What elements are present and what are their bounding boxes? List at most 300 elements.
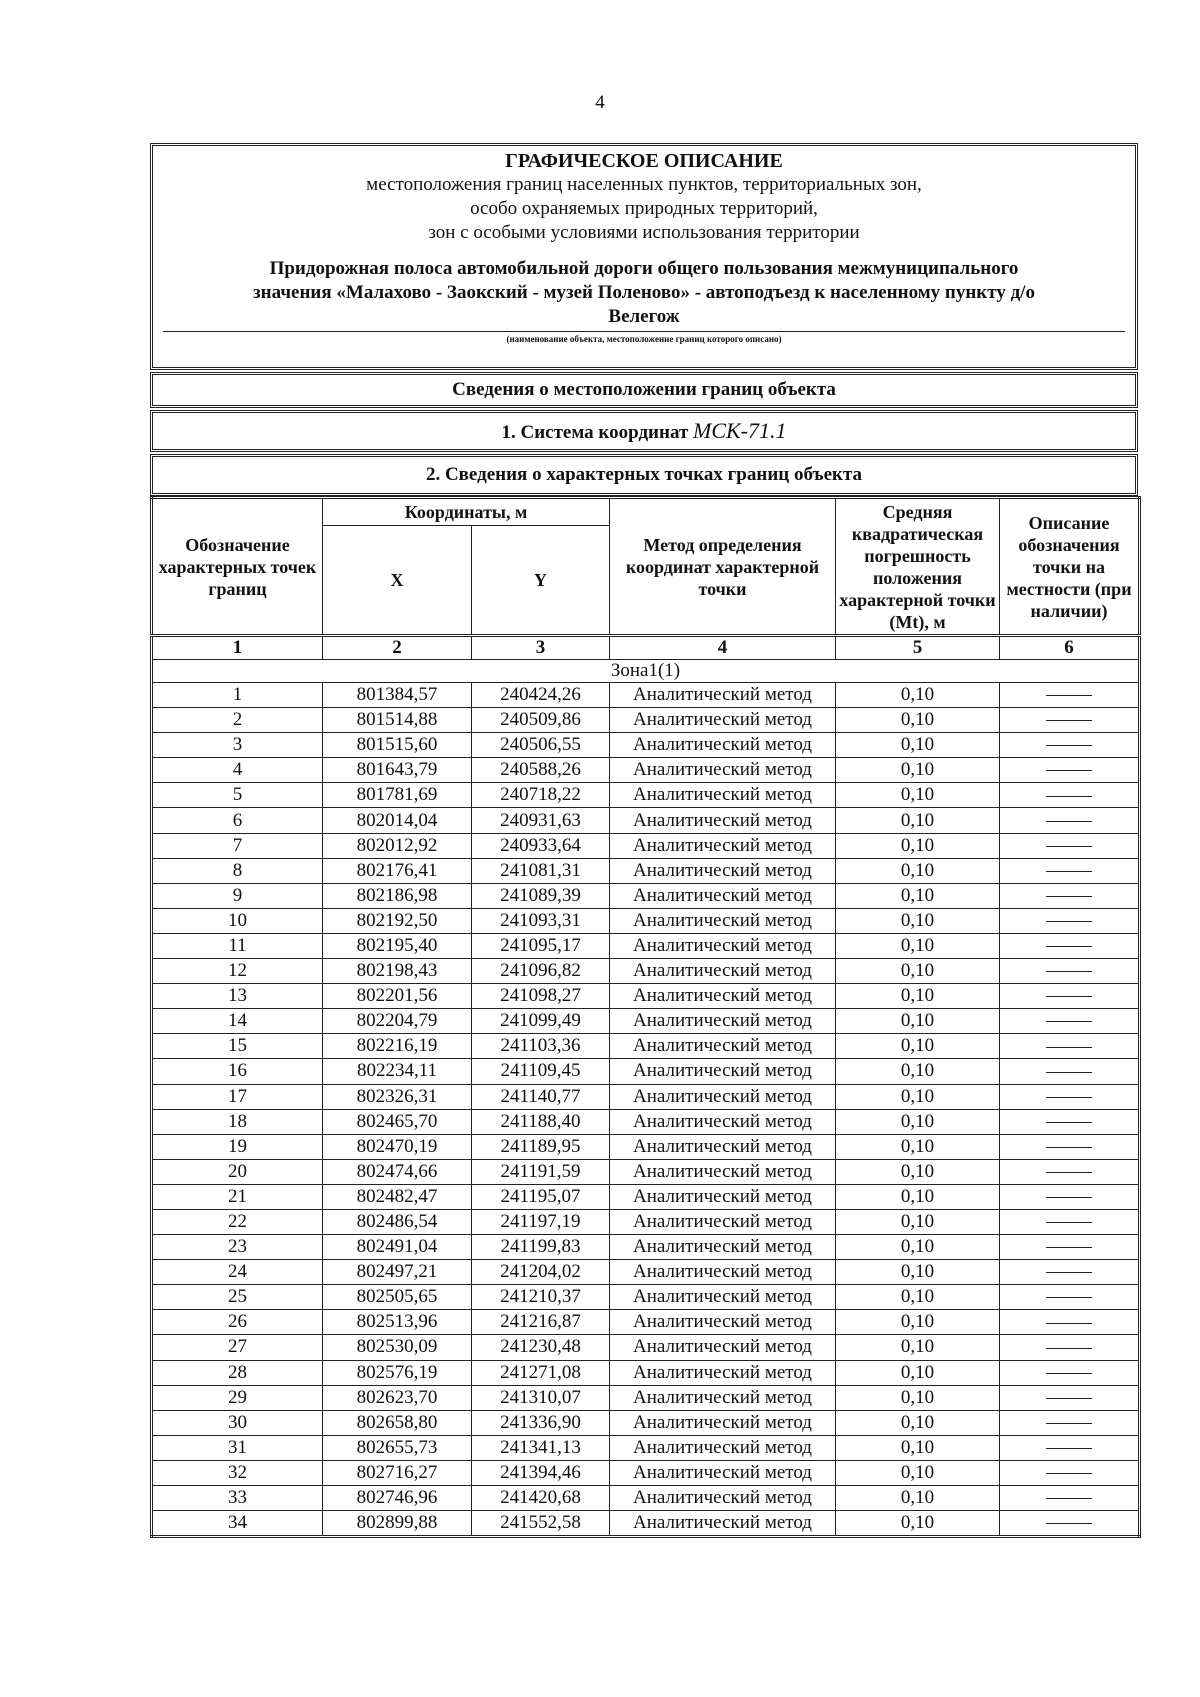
method: Аналитический метод [610, 858, 836, 883]
x-coordinate: 802899,88 [323, 1511, 472, 1537]
description-cell [1000, 959, 1140, 984]
method: Аналитический метод [610, 959, 836, 984]
table-row [152, 1009, 1140, 1034]
method: Аналитический метод [610, 683, 836, 708]
mean-error: 0,10 [836, 959, 1000, 984]
column-number: 1 [152, 636, 323, 660]
description-cell [1000, 733, 1140, 758]
mean-error: 0,10 [836, 1385, 1000, 1410]
title-block [150, 143, 1138, 370]
table-row [152, 733, 1140, 758]
subtitle-line: местоположения границ населенных пунктов, территориальных зон, [366, 174, 922, 195]
y-coordinate: 240588,26 [472, 758, 610, 783]
page-number: 4 [595, 92, 605, 113]
point-number: 30 [152, 1410, 323, 1435]
dash-mark [1046, 946, 1092, 947]
x-coordinate: 802192,50 [323, 908, 472, 933]
y-coordinate: 241341,13 [472, 1435, 610, 1460]
point-number: 1 [152, 683, 323, 708]
y-coordinate: 241199,83 [472, 1235, 610, 1260]
dash-mark [1046, 1222, 1092, 1223]
method: Аналитический метод [610, 1159, 836, 1184]
method: Аналитический метод [610, 1385, 836, 1410]
col-header-coords: Координаты, м [323, 498, 610, 526]
coordinate-system-value: МСК-71.1 [693, 418, 787, 443]
x-coordinate: 802198,43 [323, 959, 472, 984]
x-coordinate: 802234,11 [323, 1059, 472, 1084]
table-row [152, 908, 1140, 933]
object-name-line: Велегож [608, 306, 680, 327]
y-coordinate: 241230,48 [472, 1335, 610, 1360]
x-coordinate: 802658,80 [323, 1410, 472, 1435]
point-number: 29 [152, 1385, 323, 1410]
dash-mark [1046, 1473, 1092, 1474]
method: Аналитический метод [610, 1460, 836, 1485]
table-row [152, 933, 1140, 958]
dash-mark [1046, 1323, 1092, 1324]
mean-error: 0,10 [836, 1059, 1000, 1084]
x-coordinate: 802530,09 [323, 1335, 472, 1360]
col-header-error: Средняя квадратическая погрешность положения характерной точки (Mt), м [836, 498, 1000, 636]
y-coordinate: 241189,95 [472, 1134, 610, 1159]
description-cell [1000, 1310, 1140, 1335]
mean-error: 0,10 [836, 933, 1000, 958]
mean-error: 0,10 [836, 1335, 1000, 1360]
y-coordinate: 241188,40 [472, 1109, 610, 1134]
dash-mark [1046, 1272, 1092, 1273]
x-coordinate: 802486,54 [323, 1209, 472, 1234]
dash-mark [1046, 1373, 1092, 1374]
table-row [152, 883, 1140, 908]
method: Аналитический метод [610, 833, 836, 858]
table-row [152, 1260, 1140, 1285]
description-cell [1000, 808, 1140, 833]
point-number: 6 [152, 808, 323, 833]
method: Аналитический метод [610, 1034, 836, 1059]
point-number: 12 [152, 959, 323, 984]
dash-mark [1046, 1097, 1092, 1098]
dash-mark [1046, 1072, 1092, 1073]
mean-error: 0,10 [836, 1084, 1000, 1109]
object-name-line: значения «Малахово - Заокский - музей Поленово» - автоподъезд к населенному пункту д/о [253, 282, 1035, 303]
y-coordinate: 240424,26 [472, 683, 610, 708]
dash-mark [1046, 971, 1092, 972]
point-number: 32 [152, 1460, 323, 1485]
point-number: 18 [152, 1109, 323, 1134]
table-row [152, 808, 1140, 833]
col-header-point: Обозначение характерных точек границ [152, 498, 323, 636]
method: Аналитический метод [610, 1109, 836, 1134]
description-cell [1000, 1460, 1140, 1485]
mean-error: 0,10 [836, 833, 1000, 858]
point-number: 23 [152, 1235, 323, 1260]
description-cell [1000, 933, 1140, 958]
y-coordinate: 241271,08 [472, 1360, 610, 1385]
x-coordinate: 802491,04 [323, 1235, 472, 1260]
x-coordinate: 802746,96 [323, 1486, 472, 1511]
method: Аналитический метод [610, 1134, 836, 1159]
col-header-description: Описание обозначения точки на местности (при наличии) [1000, 498, 1140, 636]
object-caption: (наименование объекта, местоположение границ которого описано) [506, 334, 782, 344]
point-number: 11 [152, 933, 323, 958]
y-coordinate: 241103,36 [472, 1034, 610, 1059]
y-coordinate: 241095,17 [472, 933, 610, 958]
dash-mark [1046, 1448, 1092, 1449]
y-coordinate: 240506,55 [472, 733, 610, 758]
x-coordinate: 802014,04 [323, 808, 472, 833]
description-cell [1000, 1184, 1140, 1209]
description-cell [1000, 1159, 1140, 1184]
description-cell [1000, 758, 1140, 783]
y-coordinate: 241552,58 [472, 1511, 610, 1537]
dash-mark [1046, 1348, 1092, 1349]
x-coordinate: 801515,60 [323, 733, 472, 758]
mean-error: 0,10 [836, 1285, 1000, 1310]
description-cell [1000, 1084, 1140, 1109]
description-cell [1000, 1360, 1140, 1385]
method: Аналитический метод [610, 1410, 836, 1435]
y-coordinate: 241191,59 [472, 1159, 610, 1184]
method: Аналитический метод [610, 933, 836, 958]
y-coordinate: 241195,07 [472, 1184, 610, 1209]
method: Аналитический метод [610, 1260, 836, 1285]
underline [163, 331, 1125, 332]
mean-error: 0,10 [836, 1009, 1000, 1034]
table-row [152, 1486, 1140, 1511]
y-coordinate: 241216,87 [472, 1310, 610, 1335]
description-cell [1000, 1486, 1140, 1511]
mean-error: 0,10 [836, 1410, 1000, 1435]
method: Аналитический метод [610, 1335, 836, 1360]
y-coordinate: 240509,86 [472, 708, 610, 733]
point-number: 21 [152, 1184, 323, 1209]
points-table [150, 496, 1141, 1538]
table-row [152, 708, 1140, 733]
description-cell [1000, 984, 1140, 1009]
dash-mark [1046, 720, 1092, 721]
x-coordinate: 802201,56 [323, 984, 472, 1009]
description-cell [1000, 683, 1140, 708]
coordinate-system-label: 1. Система координат [501, 422, 689, 443]
method: Аналитический метод [610, 1059, 836, 1084]
description-cell [1000, 1285, 1140, 1310]
method: Аналитический метод [610, 984, 836, 1009]
table-row [152, 1209, 1140, 1234]
point-number: 19 [152, 1134, 323, 1159]
dash-mark [1046, 1197, 1092, 1198]
zone-row [152, 660, 1140, 683]
dash-mark [1046, 1247, 1092, 1248]
mean-error: 0,10 [836, 1435, 1000, 1460]
point-number: 16 [152, 1059, 323, 1084]
point-number: 8 [152, 858, 323, 883]
table-row [152, 1235, 1140, 1260]
description-cell [1000, 1511, 1140, 1537]
mean-error: 0,10 [836, 883, 1000, 908]
description-cell [1000, 908, 1140, 933]
description-cell [1000, 783, 1140, 808]
x-coordinate: 802513,96 [323, 1310, 472, 1335]
y-coordinate: 241336,90 [472, 1410, 610, 1435]
dash-mark [1046, 1297, 1092, 1298]
subtitle-line: особо охраняемых природных территорий, [470, 198, 818, 219]
table-row [152, 1335, 1140, 1360]
mean-error: 0,10 [836, 1184, 1000, 1209]
point-number: 24 [152, 1260, 323, 1285]
point-number: 27 [152, 1335, 323, 1360]
point-number: 5 [152, 783, 323, 808]
table-row [152, 984, 1140, 1009]
mean-error: 0,10 [836, 808, 1000, 833]
mean-error: 0,10 [836, 758, 1000, 783]
point-number: 4 [152, 758, 323, 783]
section-coordinate-system [150, 410, 1138, 452]
method: Аналитический метод [610, 883, 836, 908]
y-coordinate: 241210,37 [472, 1285, 610, 1310]
x-coordinate: 802216,19 [323, 1034, 472, 1059]
table-row [152, 1109, 1140, 1134]
y-coordinate: 241081,31 [472, 858, 610, 883]
y-coordinate: 241089,39 [472, 883, 610, 908]
table-row [152, 1134, 1140, 1159]
dash-mark [1046, 1398, 1092, 1399]
x-coordinate: 802505,65 [323, 1285, 472, 1310]
x-coordinate: 801643,79 [323, 758, 472, 783]
y-coordinate: 241140,77 [472, 1084, 610, 1109]
x-coordinate: 802012,92 [323, 833, 472, 858]
description-cell [1000, 1134, 1140, 1159]
dash-mark [1046, 695, 1092, 696]
section-location: Сведения о местоположении границ объекта [150, 372, 1138, 408]
method: Аналитический метод [610, 1184, 836, 1209]
description-cell [1000, 1034, 1140, 1059]
dash-mark [1046, 1498, 1092, 1499]
y-coordinate: 241197,19 [472, 1209, 610, 1234]
dash-mark [1046, 1523, 1092, 1524]
dash-mark [1046, 1147, 1092, 1148]
x-coordinate: 802465,70 [323, 1109, 472, 1134]
y-coordinate: 240718,22 [472, 783, 610, 808]
table-row [152, 858, 1140, 883]
column-number: 3 [472, 636, 610, 660]
dash-mark [1046, 896, 1092, 897]
table-row [152, 1435, 1140, 1460]
description-cell [1000, 1009, 1140, 1034]
point-number: 33 [152, 1486, 323, 1511]
point-number: 10 [152, 908, 323, 933]
method: Аналитический метод [610, 1486, 836, 1511]
column-number: 2 [323, 636, 472, 660]
mean-error: 0,10 [836, 1209, 1000, 1234]
section-points: 2. Сведения о характерных точках границ объекта [150, 454, 1138, 496]
mean-error: 0,10 [836, 908, 1000, 933]
mean-error: 0,10 [836, 1260, 1000, 1285]
table-row [152, 758, 1140, 783]
x-coordinate: 802576,19 [323, 1360, 472, 1385]
column-number: 6 [1000, 636, 1140, 660]
description-cell [1000, 1260, 1140, 1285]
point-number: 25 [152, 1285, 323, 1310]
point-number: 26 [152, 1310, 323, 1335]
method: Аналитический метод [610, 1209, 836, 1234]
subtitle-line: зон с особыми условиями использования территории [428, 222, 860, 243]
table-row [152, 833, 1140, 858]
method: Аналитический метод [610, 1009, 836, 1034]
method: Аналитический метод [610, 1360, 836, 1385]
x-coordinate: 802474,66 [323, 1159, 472, 1184]
point-number: 28 [152, 1360, 323, 1385]
mean-error: 0,10 [836, 1460, 1000, 1485]
mean-error: 0,10 [836, 1034, 1000, 1059]
method: Аналитический метод [610, 733, 836, 758]
method: Аналитический метод [610, 1310, 836, 1335]
column-numbers-row [152, 636, 1140, 660]
x-coordinate: 801514,88 [323, 708, 472, 733]
y-coordinate: 241109,45 [472, 1059, 610, 1084]
dash-mark [1046, 1172, 1092, 1173]
table-row [152, 1511, 1140, 1537]
y-coordinate: 241204,02 [472, 1260, 610, 1285]
mean-error: 0,10 [836, 1235, 1000, 1260]
point-number: 9 [152, 883, 323, 908]
dash-mark [1046, 1122, 1092, 1123]
mean-error: 0,10 [836, 1159, 1000, 1184]
point-number: 15 [152, 1034, 323, 1059]
y-coordinate: 241420,68 [472, 1486, 610, 1511]
description-cell [1000, 833, 1140, 858]
column-number: 5 [836, 636, 1000, 660]
mean-error: 0,10 [836, 1109, 1000, 1134]
document-frame [150, 143, 1138, 1538]
table-row [152, 1285, 1140, 1310]
y-coordinate: 241310,07 [472, 1385, 610, 1410]
dash-mark [1046, 996, 1092, 997]
column-number: 4 [610, 636, 836, 660]
method: Аналитический метод [610, 908, 836, 933]
dash-mark [1046, 846, 1092, 847]
x-coordinate: 802623,70 [323, 1385, 472, 1410]
description-cell [1000, 1109, 1140, 1134]
object-name-line: Придорожная полоса автомобильной дороги общего пользования межмуниципального [269, 258, 1019, 279]
dash-mark [1046, 770, 1092, 771]
mean-error: 0,10 [836, 1360, 1000, 1385]
y-coordinate: 240931,63 [472, 808, 610, 833]
object-name [153, 257, 1135, 329]
table-row [152, 1385, 1140, 1410]
x-coordinate: 802482,47 [323, 1184, 472, 1209]
point-number: 2 [152, 708, 323, 733]
dash-mark [1046, 1021, 1092, 1022]
description-cell [1000, 1059, 1140, 1084]
table-row [152, 959, 1140, 984]
col-header-y: Y [472, 526, 610, 636]
dash-mark [1046, 821, 1092, 822]
y-coordinate: 241098,27 [472, 984, 610, 1009]
col-header-method: Метод определения координат характерной точки [610, 498, 836, 636]
point-number: 14 [152, 1009, 323, 1034]
description-cell [1000, 1435, 1140, 1460]
mean-error: 0,10 [836, 783, 1000, 808]
table-row [152, 1059, 1140, 1084]
description-cell [1000, 1209, 1140, 1234]
description-cell [1000, 1410, 1140, 1435]
x-coordinate: 801384,57 [323, 683, 472, 708]
description-cell [1000, 858, 1140, 883]
x-coordinate: 802204,79 [323, 1009, 472, 1034]
method: Аналитический метод [610, 708, 836, 733]
mean-error: 0,10 [836, 1486, 1000, 1511]
mean-error: 0,10 [836, 683, 1000, 708]
mean-error: 0,10 [836, 733, 1000, 758]
point-number: 31 [152, 1435, 323, 1460]
method: Аналитический метод [610, 1285, 836, 1310]
mean-error: 0,10 [836, 1511, 1000, 1537]
y-coordinate: 241099,49 [472, 1009, 610, 1034]
table-row [152, 1159, 1140, 1184]
x-coordinate: 802470,19 [323, 1134, 472, 1159]
zone-label: Зона1(1) [152, 660, 1140, 683]
x-coordinate: 802716,27 [323, 1460, 472, 1485]
x-coordinate: 802195,40 [323, 933, 472, 958]
mean-error: 0,10 [836, 984, 1000, 1009]
mean-error: 0,10 [836, 1134, 1000, 1159]
point-number: 17 [152, 1084, 323, 1109]
x-coordinate: 802655,73 [323, 1435, 472, 1460]
y-coordinate: 241096,82 [472, 959, 610, 984]
mean-error: 0,10 [836, 708, 1000, 733]
point-number: 3 [152, 733, 323, 758]
table-row [152, 1310, 1140, 1335]
method: Аналитический метод [610, 1084, 836, 1109]
y-coordinate: 240933,64 [472, 833, 610, 858]
dash-mark [1046, 796, 1092, 797]
method: Аналитический метод [610, 783, 836, 808]
table-row [152, 1034, 1140, 1059]
dash-mark [1046, 1047, 1092, 1048]
description-cell [1000, 708, 1140, 733]
table-row [152, 683, 1140, 708]
point-number: 34 [152, 1511, 323, 1537]
table-row [152, 1084, 1140, 1109]
method: Аналитический метод [610, 1435, 836, 1460]
x-coordinate: 802186,98 [323, 883, 472, 908]
document-title: ГРАФИЧЕСКОЕ ОПИСАНИЕ [505, 150, 783, 172]
description-cell [1000, 1235, 1140, 1260]
x-coordinate: 802497,21 [323, 1260, 472, 1285]
table-row [152, 1360, 1140, 1385]
dash-mark [1046, 921, 1092, 922]
point-number: 13 [152, 984, 323, 1009]
x-coordinate: 802176,41 [323, 858, 472, 883]
method: Аналитический метод [610, 1235, 836, 1260]
col-header-x: X [323, 526, 472, 636]
dash-mark [1046, 871, 1092, 872]
point-number: 22 [152, 1209, 323, 1234]
description-cell [1000, 883, 1140, 908]
point-number: 7 [152, 833, 323, 858]
table-row [152, 1460, 1140, 1485]
mean-error: 0,10 [836, 1310, 1000, 1335]
description-cell [1000, 1385, 1140, 1410]
method: Аналитический метод [610, 1511, 836, 1537]
x-coordinate: 801781,69 [323, 783, 472, 808]
dash-mark [1046, 1423, 1092, 1424]
table-row [152, 1410, 1140, 1435]
point-number: 20 [152, 1159, 323, 1184]
x-coordinate: 802326,31 [323, 1084, 472, 1109]
y-coordinate: 241394,46 [472, 1460, 610, 1485]
method: Аналитический метод [610, 758, 836, 783]
